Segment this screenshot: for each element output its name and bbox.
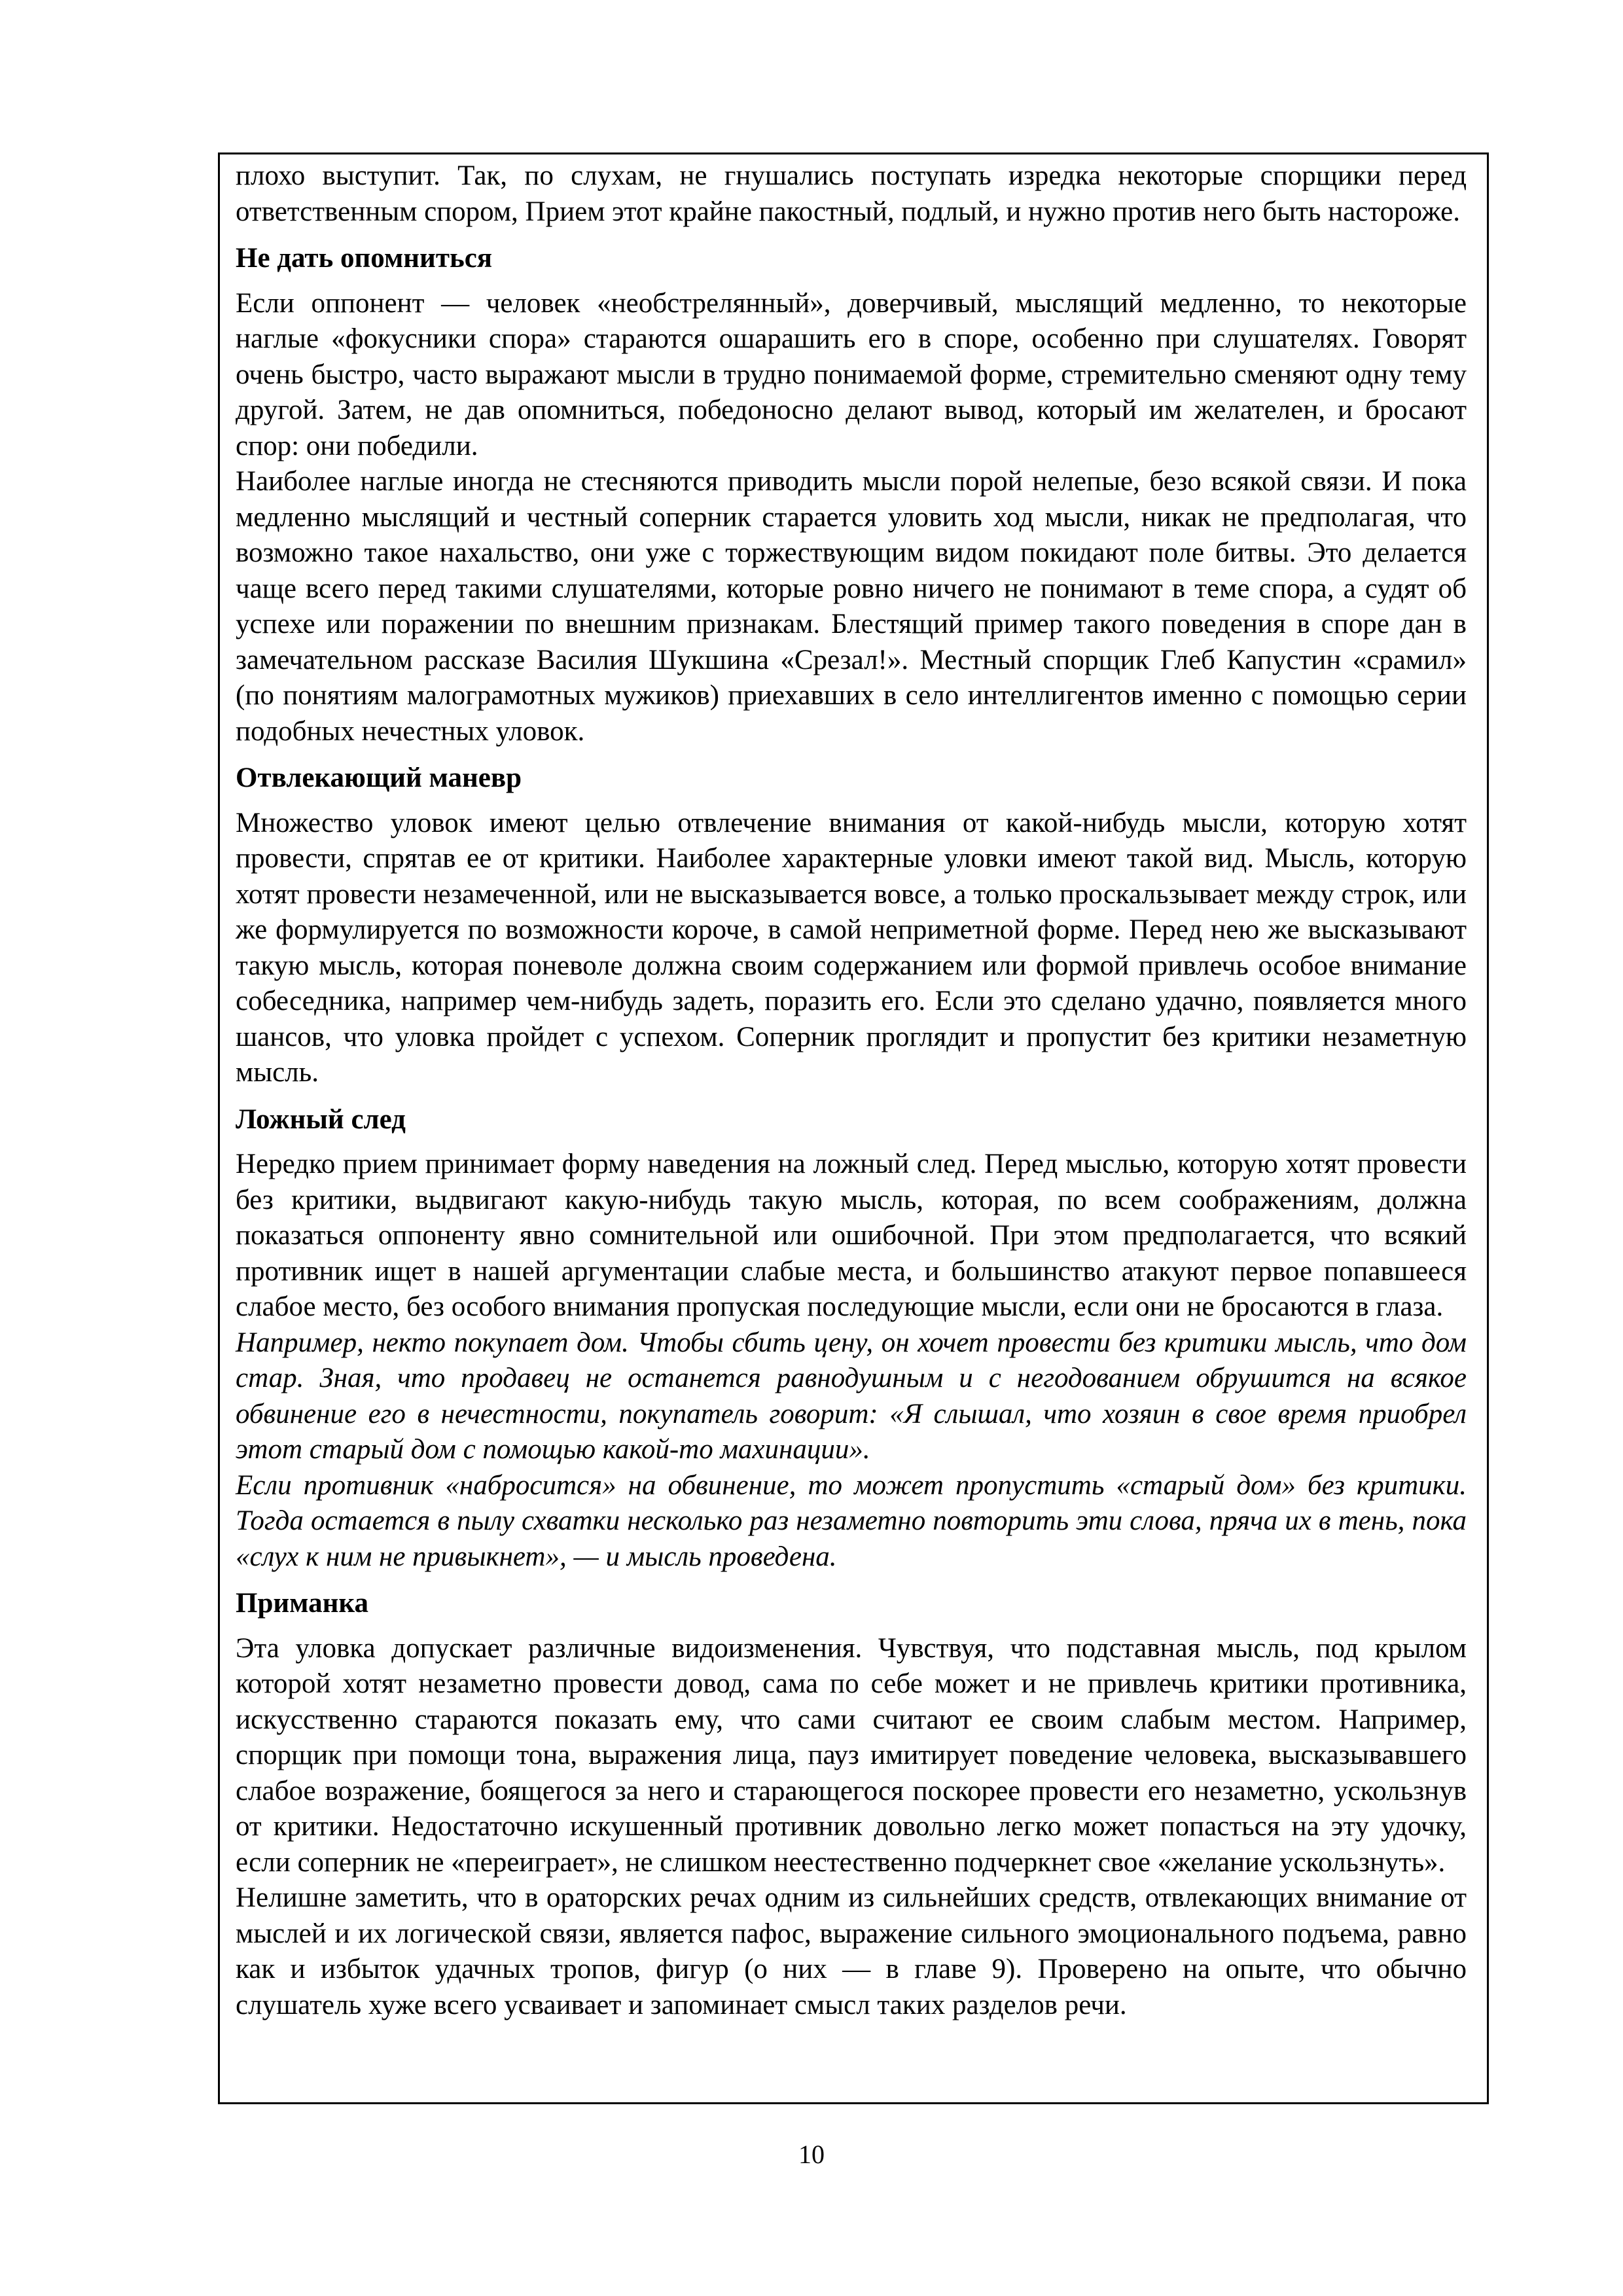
- page-number: 10: [798, 2140, 825, 2169]
- paragraph-intro: плохо выступит. Так, по слухам, не гнушались поступать изредка некоторые спорщики перед ответственным спором, Прием этот крайне пакостный, подлый, и нужно против него быть настороже.: [236, 160, 1467, 227]
- text-frame: [218, 152, 1489, 2104]
- paragraph-ne-dat-1: Если оппонент — человек «необстрелянный», доверчивый, мыслящий медленно, то некоторые наглые «фокусники спора» стараются ошарашить его в споре, особенно при слушателях. Говорят очень быстро, часто выражают мысли в трудно понимаемой форме, стремительно сменяют одну тему другой. Затем, не дав опомниться, победоносно делают вывод, который им желателен, и бросают спор: они победили.: [236, 287, 1467, 461]
- paragraph-lozhnyy-sled: Нередко прием принимает форму наведения на ложный след. Перед мыслью, которую хотят провести без критики, выдвигают какую-нибудь такую мысль, которая, по всем соображениям, должна показаться оппоненту явно сомнительной или ошибочной. При этом предполагается, что всякий противник ищет в нашей аргументации слабые места, и большинство атакуют первое попавшееся слабое место, без особого внимания пропуская последующие мысли, если они не бросаются в глаза.: [236, 1149, 1467, 1322]
- paragraph-primanka-2: Нелишне заметить, что в ораторских речах одним из сильнейших средств, отвлекающих внимание от мыслей и их логической связи, является пафос, выражение сильного эмоционального подъема, равно как и избыток удачных тропов, фигур (о них — в главе 9). Проверено на опыте, что обычно слушатель хуже всего усваивает и запоминает смысл таких разделов речи.: [236, 1882, 1467, 2020]
- heading-lozhnyy-sled: Ложный след: [236, 1103, 406, 1135]
- paragraph-ne-dat-2: Наиболее наглые иногда не стесняются приводить мысли порой нелепые, безо всякой связи. И пока медленно мыслящий и честный соперник старается уловить ход мысли, никак не предполагая, что возможно такое нахальство, они уже с торжествующим видом покидают поле битвы. Это делается чаще всего перед такими слушателями, которые ровно ничего не понимают в теме спора, а судят об успехе или поражении по внешним признакам. Блестящий пример такого поведения в споре дан в замечательном рассказе Василия Шукшина «Срезал!». Местный спорщик Глеб Капустин «срамил» (по понятиям малограмотных мужиков) приехавших в село интеллигентов именно с помощью серии подобных нечестных уловок.: [236, 466, 1467, 747]
- paragraph-example-conclusion: Если противник «набросится» на обвинение, то может пропустить «старый дом» без критики. Тогда остается в пылу схватки несколько раз незаметно повторить эти слова, пряча их в тень, пока «слух к ним не привыкнет», — и мысль проведена.: [236, 1469, 1467, 1572]
- paragraph-primanka-1: Эта уловка допускает различные видоизменения. Чувствуя, что подставная мысль, под крылом которой хотят незаметно провести довод, сама по себе может и не привлечь критики противника, искусственно стараются показать ему, что сами считают ее своим слабым местом. Например, спорщик при помощи тона, выражения лица, пауз имитирует поведение человека, высказывавшего слабое возражение, боящегося за него и старающегося поскорее провести его незаметно, ускользнув от критики. Недостаточно искушенный противник довольно легко может попасться на эту удочку, если соперник не «переиграет», не слишком неестественно подчеркнет свое «желание ускользнуть».: [236, 1632, 1467, 1878]
- heading-primanka: Приманка: [236, 1588, 369, 1619]
- paragraph-otvlekayushchiy: Множество уловок имеют целью отвлечение внимания от какой-нибудь мысли, которую хотят провести, спрятав ее от критики. Наиболее характерные уловки имеют такой вид. Мысль, которую хотят провести незамеченной, или не высказывается вовсе, а только проскальзывает между строк, или же формулируется по возможности короче, в самой неприметной форме. Перед нею же высказывают такую мысль, которая поневоле должна своим содержанием или формой привлечь особое внимание собеседника, например чем-нибудь задеть, поразить его. Если это сделано удачно, появляется много шансов, что уловка пройдет с успехом. Соперник проглядит и пропустит без критики незаметную мысль.: [236, 807, 1467, 1088]
- heading-otvlekayushchiy-manevr: Отвлекающий маневр: [236, 762, 522, 793]
- paragraph-example-house: Например, некто покупает дом. Чтобы сбить цену, он хочет провести без критики мысль, что дом стар. Зная, что продавец не останется равнодушным и с негодованием обрушится на всякое обвинение его в нечестности, покупатель говорит: «Я слышал, что хозяин в свое время приобрел этот старый дом с помощью какой-то махинации».: [236, 1327, 1467, 1465]
- heading-ne-dat-opomnitsya: Не дать опомниться: [236, 243, 493, 274]
